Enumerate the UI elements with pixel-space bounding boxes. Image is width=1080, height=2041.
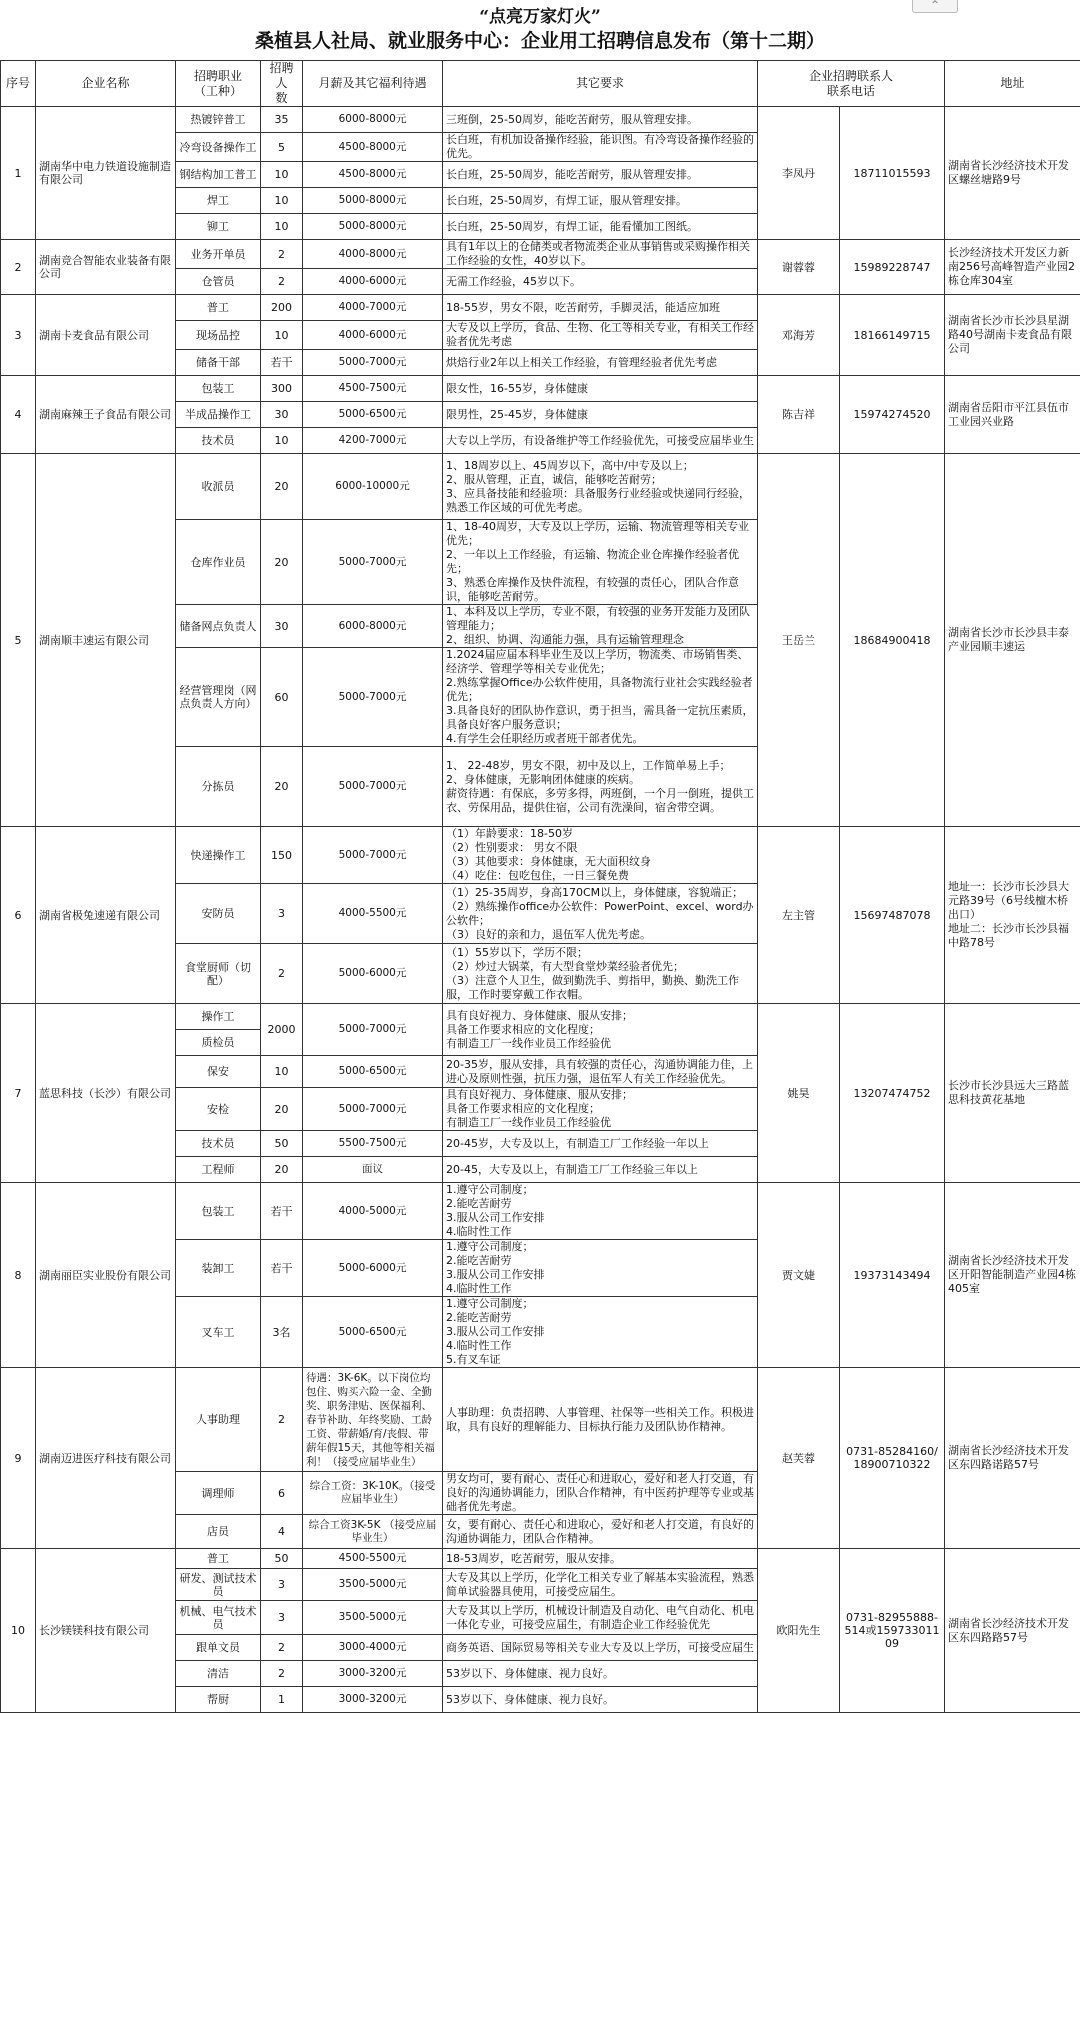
job-count: 3名 (261, 1297, 303, 1368)
job-requirements: （1）55岁以下，学历不限； （2）炒过大锅菜，有大型食堂炒菜经验者优先； （3）注意个人卫生，做到勤洗手、剪指甲，勤换、勤洗工作服，工作时要穿戴工作衣帽。 (443, 944, 758, 1004)
job-title: 储备网点负责人 (176, 605, 261, 648)
job-count: 20 (261, 520, 303, 605)
job-requirements: 大专及其以上学历，机械设计制造及自动化、电气自动化、机电一体化专业，可接受应届生，有制造企业工作经验优先 (443, 1601, 758, 1635)
company-name: 蓝思科技（长沙）有限公司 (36, 1004, 176, 1183)
row-number: 10 (1, 1549, 36, 1713)
contact-phone: 13207474752 (840, 1004, 945, 1183)
job-title: 操作工 (176, 1004, 261, 1030)
job-count: 1 (261, 1687, 303, 1713)
company-name: 湖南丽臣实业股份有限公司 (36, 1183, 176, 1368)
job-title: 普工 (176, 295, 261, 321)
header-cell: 企业名称 (36, 61, 176, 107)
company-name: 湖南省极兔速递有限公司 (36, 827, 176, 1004)
job-salary: 5000-7000元 (303, 827, 443, 884)
job-title: 分拣员 (176, 747, 261, 827)
job-requirements: （1）年龄要求：18-50岁 （2）性别要求： 男女不限 （3）其他要求：身体健康，无大面积纹身 （4）吃住：包吃包住，一日三餐免费 (443, 827, 758, 884)
job-count: 20 (261, 1088, 303, 1131)
page-subtitle: “点亮万家灯火” (479, 7, 601, 27)
job-title: 技术员 (176, 428, 261, 454)
contact-name: 陈吉祥 (758, 376, 840, 454)
table-row (1, 240, 1080, 269)
job-salary: 4000-5500元 (303, 884, 443, 944)
job-count: 10 (261, 321, 303, 350)
job-title: 半成品操作工 (176, 402, 261, 428)
contact-name: 王岳兰 (758, 454, 840, 827)
contact-phone: 18166149715 (840, 295, 945, 376)
job-salary: 面议 (303, 1157, 443, 1183)
job-requirements: （1）25-35周岁，身高170CM以上，身体健康，容貌端正； （2）熟练操作office办公软件：PowerPoint、excel、word办公软件； （3）良好的亲和力，退伍军人优先考虑。 (443, 884, 758, 944)
job-requirements: 长白班，有机加设备操作经验，能识图。有冷弯设备操作经验的优先。 (443, 133, 758, 162)
contact-name: 贾文婕 (758, 1183, 840, 1368)
job-salary: 4500-5500元 (303, 1549, 443, 1569)
header-cell: 招聘职业 （工种） (176, 61, 261, 107)
contact-phone: 19373143494 (840, 1183, 945, 1368)
job-count: 20 (261, 747, 303, 827)
job-salary: 4000-8000元 (303, 240, 443, 269)
job-title: 快递操作工 (176, 827, 261, 884)
job-count: 4 (261, 1515, 303, 1549)
company-name: 湖南竞合智能农业装备有限公司 (36, 240, 176, 295)
job-salary: 4000-5000元 (303, 1183, 443, 1240)
job-count: 2 (261, 1368, 303, 1472)
job-salary: 5000-7000元 (303, 648, 443, 747)
job-requirements: 商务英语、国际贸易等相关专业大专及以上学历，可接受应届生 (443, 1635, 758, 1661)
job-requirements: 大专及以上学历，食品、生物、化工等相关专业，有相关工作经验者优先考虑 (443, 321, 758, 350)
job-title: 质检员 (176, 1030, 261, 1056)
job-requirements: 53岁以下、身体健康、视力良好。 (443, 1687, 758, 1713)
job-count: 10 (261, 214, 303, 240)
job-requirements: 具有良好视力、身体健康、服从安排； 具备工作要求相应的文化程度； 有制造工厂一线作业员工作经验优 (443, 1088, 758, 1131)
table-row (1, 295, 1080, 321)
job-count: 10 (261, 1056, 303, 1088)
header-cell: 招聘人 数 (261, 61, 303, 107)
contact-phone: 15974274520 (840, 376, 945, 454)
job-requirements: 无需工作经验，45岁以下。 (443, 269, 758, 295)
company-address: 湖南省长沙市长沙县丰泰产业园顺丰速运 (945, 454, 1080, 827)
contact-name: 李凤丹 (758, 107, 840, 240)
job-count: 30 (261, 605, 303, 648)
job-salary: 5000-7000元 (303, 1004, 443, 1056)
job-title: 包装工 (176, 1183, 261, 1240)
job-title: 安检 (176, 1088, 261, 1131)
collapse-button[interactable]: ^ (912, 0, 958, 13)
company-address: 地址一：长沙市长沙县大元路39号（6号线檀木桥出口） 地址二：长沙市长沙县福中路78号 (945, 827, 1080, 1004)
job-count: 若干 (261, 1240, 303, 1297)
job-title: 帮厨 (176, 1687, 261, 1713)
job-count: 200 (261, 295, 303, 321)
company-address: 长沙经济技术开发区力新南256号高峰智造产业园2栋仓库304室 (945, 240, 1080, 295)
job-salary: 3500-5000元 (303, 1569, 443, 1601)
table-row (1, 107, 1080, 133)
job-count: 3 (261, 1601, 303, 1635)
job-salary: 5000-7000元 (303, 350, 443, 376)
table-header-row (1, 61, 1080, 107)
job-salary: 5000-6000元 (303, 944, 443, 1004)
job-count: 20 (261, 1157, 303, 1183)
job-requirements: 三班倒，25-50周岁，能吃苦耐劳，服从管理安排。 (443, 107, 758, 133)
job-count: 若干 (261, 1183, 303, 1240)
job-salary: 5000-6500元 (303, 1056, 443, 1088)
contact-name: 左主管 (758, 827, 840, 1004)
row-number: 6 (1, 827, 36, 1004)
table-row (1, 1368, 1080, 1472)
company-name: 湖南麻辣王子食品有限公司 (36, 376, 176, 454)
row-number: 3 (1, 295, 36, 376)
job-title: 店员 (176, 1515, 261, 1549)
job-title: 储备干部 (176, 350, 261, 376)
contact-phone: 0731-82955888-514或15973301109 (840, 1549, 945, 1713)
job-count: 35 (261, 107, 303, 133)
company-address: 湖南省长沙经济技术开发区开阳智能制造产业园4栋405室 (945, 1183, 1080, 1368)
job-requirements: 1、本科及以上学历，专业不限，有较强的业务开发能力及团队管理能力； 2、组织、协调、沟通能力强，具有运输管理理念 (443, 605, 758, 648)
job-count: 50 (261, 1549, 303, 1569)
job-count: 5 (261, 133, 303, 162)
job-count: 10 (261, 188, 303, 214)
header-cell: 其它要求 (443, 61, 758, 107)
job-salary: 4000-7000元 (303, 295, 443, 321)
job-salary: 4000-6000元 (303, 321, 443, 350)
job-title: 叉车工 (176, 1297, 261, 1368)
job-salary: 5000-6000元 (303, 1240, 443, 1297)
job-title: 调理师 (176, 1472, 261, 1515)
job-requirements: 1、18周岁以上、45周岁以下，高中/中专及以上； 2、服从管理，正直，诚信，能够吃苦耐劳； 3、应具备技能和经验项：具备服务行业经验或快递同行经验，熟悉工作区域的可优先考虑。 (443, 454, 758, 520)
job-requirements: 20-45岁，大专及以上，有制造工厂工作经验一年以上 (443, 1131, 758, 1157)
job-title: 食堂厨师（切配） (176, 944, 261, 1004)
job-requirements: 1.遵守公司制度； 2.能吃苦耐劳 3.服从公司工作安排 4.临时性工作 5.有叉车证 (443, 1297, 758, 1368)
job-count: 2 (261, 1635, 303, 1661)
company-address: 湖南省岳阳市平江县伍市工业园兴业路 (945, 376, 1080, 454)
job-salary: 6000-10000元 (303, 454, 443, 520)
contact-name: 邓海芳 (758, 295, 840, 376)
company-address: 湖南省长沙经济技术开发区螺丝塘路9号 (945, 107, 1080, 240)
job-count: 10 (261, 162, 303, 188)
job-title: 焊工 (176, 188, 261, 214)
row-number: 8 (1, 1183, 36, 1368)
job-salary: 5000-6500元 (303, 1297, 443, 1368)
company-address: 湖南省长沙市长沙县星湖路40号湖南卡麦食品有限公司 (945, 295, 1080, 376)
table-row (1, 376, 1080, 402)
job-requirements: 1.遵守公司制度； 2.能吃苦耐劳 3.服从公司工作安排 4.临时性工作 (443, 1183, 758, 1240)
job-salary: 4500-8000元 (303, 133, 443, 162)
job-count: 60 (261, 648, 303, 747)
job-salary: 3000-3200元 (303, 1661, 443, 1687)
job-salary: 4500-7500元 (303, 376, 443, 402)
job-count: 2000 (261, 1004, 303, 1056)
table-row (1, 1183, 1080, 1240)
job-requirements: 具有良好视力、身体健康、服从安排； 具备工作要求相应的文化程度； 有制造工厂一线作业员工作经验优 (443, 1004, 758, 1056)
table-row (1, 1549, 1080, 1569)
job-count: 2 (261, 269, 303, 295)
job-salary: 4500-8000元 (303, 162, 443, 188)
job-requirements: 18-55岁，男女不限，吃苦耐劳，手脚灵活，能适应加班 (443, 295, 758, 321)
job-requirements: 限女性，16-55岁，身体健康 (443, 376, 758, 402)
job-salary: 5000-7000元 (303, 520, 443, 605)
job-requirements: 1、 22-48岁，男女不限，初中及以上，工作简单易上手； 2、身体健康，无影响团体健康的疾病。 薪资待遇：有保底，多劳多得，两班倒，一个月一倒班，提供工衣、劳保用品，提供住宿，公司有洗澡间，宿舍带空调。 (443, 747, 758, 827)
job-requirements: 长白班，25-50周岁，能吃苦耐劳，服从管理安排。 (443, 162, 758, 188)
job-title: 清洁 (176, 1661, 261, 1687)
company-name: 湖南迈进医疗科技有限公司 (36, 1368, 176, 1549)
row-number: 2 (1, 240, 36, 295)
header-cell: 月薪及其它福利待遇 (303, 61, 443, 107)
job-salary: 5500-7500元 (303, 1131, 443, 1157)
job-title: 保安 (176, 1056, 261, 1088)
company-name: 湖南卡麦食品有限公司 (36, 295, 176, 376)
company-name: 湖南顺丰速运有限公司 (36, 454, 176, 827)
contact-phone: 15989228747 (840, 240, 945, 295)
job-title: 收派员 (176, 454, 261, 520)
header-cell: 地址 (945, 61, 1080, 107)
job-salary: 3500-5000元 (303, 1601, 443, 1635)
contact-name: 赵芙蓉 (758, 1368, 840, 1549)
job-salary: 6000-8000元 (303, 605, 443, 648)
job-requirements: 20-45，大专及以上，有制造工厂工作经验三年以上 (443, 1157, 758, 1183)
contact-name: 欧阳先生 (758, 1549, 840, 1713)
job-count: 50 (261, 1131, 303, 1157)
job-title: 人事助理 (176, 1368, 261, 1472)
job-title: 热镀锌普工 (176, 107, 261, 133)
job-count: 2 (261, 240, 303, 269)
job-count: 20 (261, 454, 303, 520)
job-requirements: 女，要有耐心、责任心和进取心，爱好和老人打交道，有良好的沟通协调能力，团队合作精神。 (443, 1515, 758, 1549)
job-salary: 6000-8000元 (303, 107, 443, 133)
job-salary: 4000-6000元 (303, 269, 443, 295)
job-requirements: 具有1年以上的仓储类或者物流类企业从事销售或采购操作相关工作经验的女性，40岁以下。 (443, 240, 758, 269)
job-salary: 5000-7000元 (303, 747, 443, 827)
header-cell: 序号 (1, 61, 36, 107)
job-requirements: 53岁以下、身体健康、视力良好。 (443, 1661, 758, 1687)
contact-phone: 18684900418 (840, 454, 945, 827)
job-title: 研发、测试技术员 (176, 1569, 261, 1601)
job-requirements: 大专以上学历，有设备维护等工作经验优先，可接受应届毕业生 (443, 428, 758, 454)
job-count: 6 (261, 1472, 303, 1515)
job-count: 300 (261, 376, 303, 402)
company-address: 长沙市长沙县远大三路蓝思科技黄花基地 (945, 1004, 1080, 1183)
job-count: 10 (261, 428, 303, 454)
job-title: 安防员 (176, 884, 261, 944)
header-cell: 企业招聘联系人 联系电话 (758, 61, 945, 107)
job-salary: 3000-4000元 (303, 1635, 443, 1661)
contact-phone: 18711015593 (840, 107, 945, 240)
job-salary: 3000-3200元 (303, 1687, 443, 1713)
job-salary: 5000-8000元 (303, 214, 443, 240)
job-count: 2 (261, 1661, 303, 1687)
job-count: 若干 (261, 350, 303, 376)
job-requirements: 18-53周岁，吃苦耐劳，服从安排。 (443, 1549, 758, 1569)
job-title: 冷弯设备操作工 (176, 133, 261, 162)
row-number: 9 (1, 1368, 36, 1549)
company-name: 长沙镁镁科技有限公司 (36, 1549, 176, 1713)
company-address: 湖南省长沙经济技术开发区东四路诺路57号 (945, 1368, 1080, 1549)
job-title: 经营管理岗（网点负责人方向） (176, 648, 261, 747)
table-row (1, 1004, 1080, 1030)
contact-phone: 0731-85284160/18900710322 (840, 1368, 945, 1549)
job-count: 2 (261, 944, 303, 1004)
job-requirements: 20-35岁，服从安排，具有较强的责任心，沟通协调能力佳，上进心及原则性强，抗压力强，退伍军人有关工作经验优先。 (443, 1056, 758, 1088)
job-salary: 待遇：3K-6K。以下岗位均包住、购买六险一金、全勤奖、职务津贴、医保福利、春节补助、年终奖励、工龄工资、带薪婚/育/丧假、带薪年假15天，其他等相关福利！（接受应届毕业生） (303, 1368, 443, 1472)
job-title: 业务开单员 (176, 240, 261, 269)
job-salary: 5000-7000元 (303, 1088, 443, 1131)
row-number: 1 (1, 107, 36, 240)
page-title: 桑植县人社局、就业服务中心：企业用工招聘信息发布（第十二期） (254, 30, 825, 52)
job-requirements: 烘焙行业2年以上相关工作经验，有管理经验者优先考虑 (443, 350, 758, 376)
job-requirements: 1、18-40周岁，大专及以上学历，运输、物流管理等相关专业优先； 2、一年以上工作经验，有运输、物流企业仓库操作经验者优先； 3、熟悉仓库操作及快件流程，有较强的责任心，团队合作意识，能够吃苦耐劳。 (443, 520, 758, 605)
job-title: 机械、电气技术员 (176, 1601, 261, 1635)
job-salary: 综合工资：3K-10K。（接受应届毕业生） (303, 1472, 443, 1515)
job-title: 仓库作业员 (176, 520, 261, 605)
job-count: 30 (261, 402, 303, 428)
job-title: 跟单文员 (176, 1635, 261, 1661)
job-count: 3 (261, 884, 303, 944)
job-salary: 5000-8000元 (303, 188, 443, 214)
job-title: 铆工 (176, 214, 261, 240)
job-requirements: 长白班，25-50周岁，有焊工证，能看懂加工图纸。 (443, 214, 758, 240)
row-number: 5 (1, 454, 36, 827)
table-row (1, 827, 1080, 884)
job-title: 包装工 (176, 376, 261, 402)
job-requirements: 1.2024届应届本科毕业生及以上学历，物流类、市场销售类、经济学、管理学等相关专业优先； 2.熟练掌握Office办公软件使用，具备物流行业社会实践经验者优先； 3.具备良好的团队协作意识，勇于担当，需具备一定抗压素质，具备良好客户服务意识； 4.有学生会任职经历或者班干部者优先。 (443, 648, 758, 747)
job-title: 仓管员 (176, 269, 261, 295)
job-title: 现场品控 (176, 321, 261, 350)
job-salary: 5000-6500元 (303, 402, 443, 428)
job-title: 技术员 (176, 1131, 261, 1157)
job-requirements: 1.遵守公司制度； 2.能吃苦耐劳 3.服从公司工作安排 4.临时性工作 (443, 1240, 758, 1297)
job-count: 3 (261, 1569, 303, 1601)
job-salary: 4200-7000元 (303, 428, 443, 454)
recruitment-table (0, 60, 1080, 1713)
row-number: 4 (1, 376, 36, 454)
job-requirements: 长白班，25-50周岁，有焊工证，服从管理安排。 (443, 188, 758, 214)
contact-phone: 15697487078 (840, 827, 945, 1004)
job-requirements: 限男性，25-45岁，身体健康 (443, 402, 758, 428)
company-name: 湖南华中电力铁道设施制造有限公司 (36, 107, 176, 240)
contact-name: 谢蓉蓉 (758, 240, 840, 295)
job-title: 普工 (176, 1549, 261, 1569)
job-requirements: 男女均可，要有耐心、责任心和进取心，爱好和老人打交道，有良好的沟通协调能力，团队合作精神，有中医药护理等专业或基础者优先考虑。 (443, 1472, 758, 1515)
job-requirements: 人事助理：负责招聘、人事管理、社保等一些相关工作。积极进取，具有良好的理解能力、目标执行能力及团队协作精神。 (443, 1368, 758, 1472)
job-title: 钢结构加工普工 (176, 162, 261, 188)
table-row (1, 454, 1080, 520)
job-count: 150 (261, 827, 303, 884)
contact-name: 姚昊 (758, 1004, 840, 1183)
job-requirements: 大专及其以上学历，化学化工相关专业了解基本实验流程，熟悉简单试验器具使用，可接受应届生。 (443, 1569, 758, 1601)
row-number: 7 (1, 1004, 36, 1183)
job-title: 装卸工 (176, 1240, 261, 1297)
job-salary: 综合工资3K-5K （接受应届毕业生） (303, 1515, 443, 1549)
company-address: 湖南省长沙经济技术开发区东四路路57号 (945, 1549, 1080, 1713)
job-title: 工程师 (176, 1157, 261, 1183)
